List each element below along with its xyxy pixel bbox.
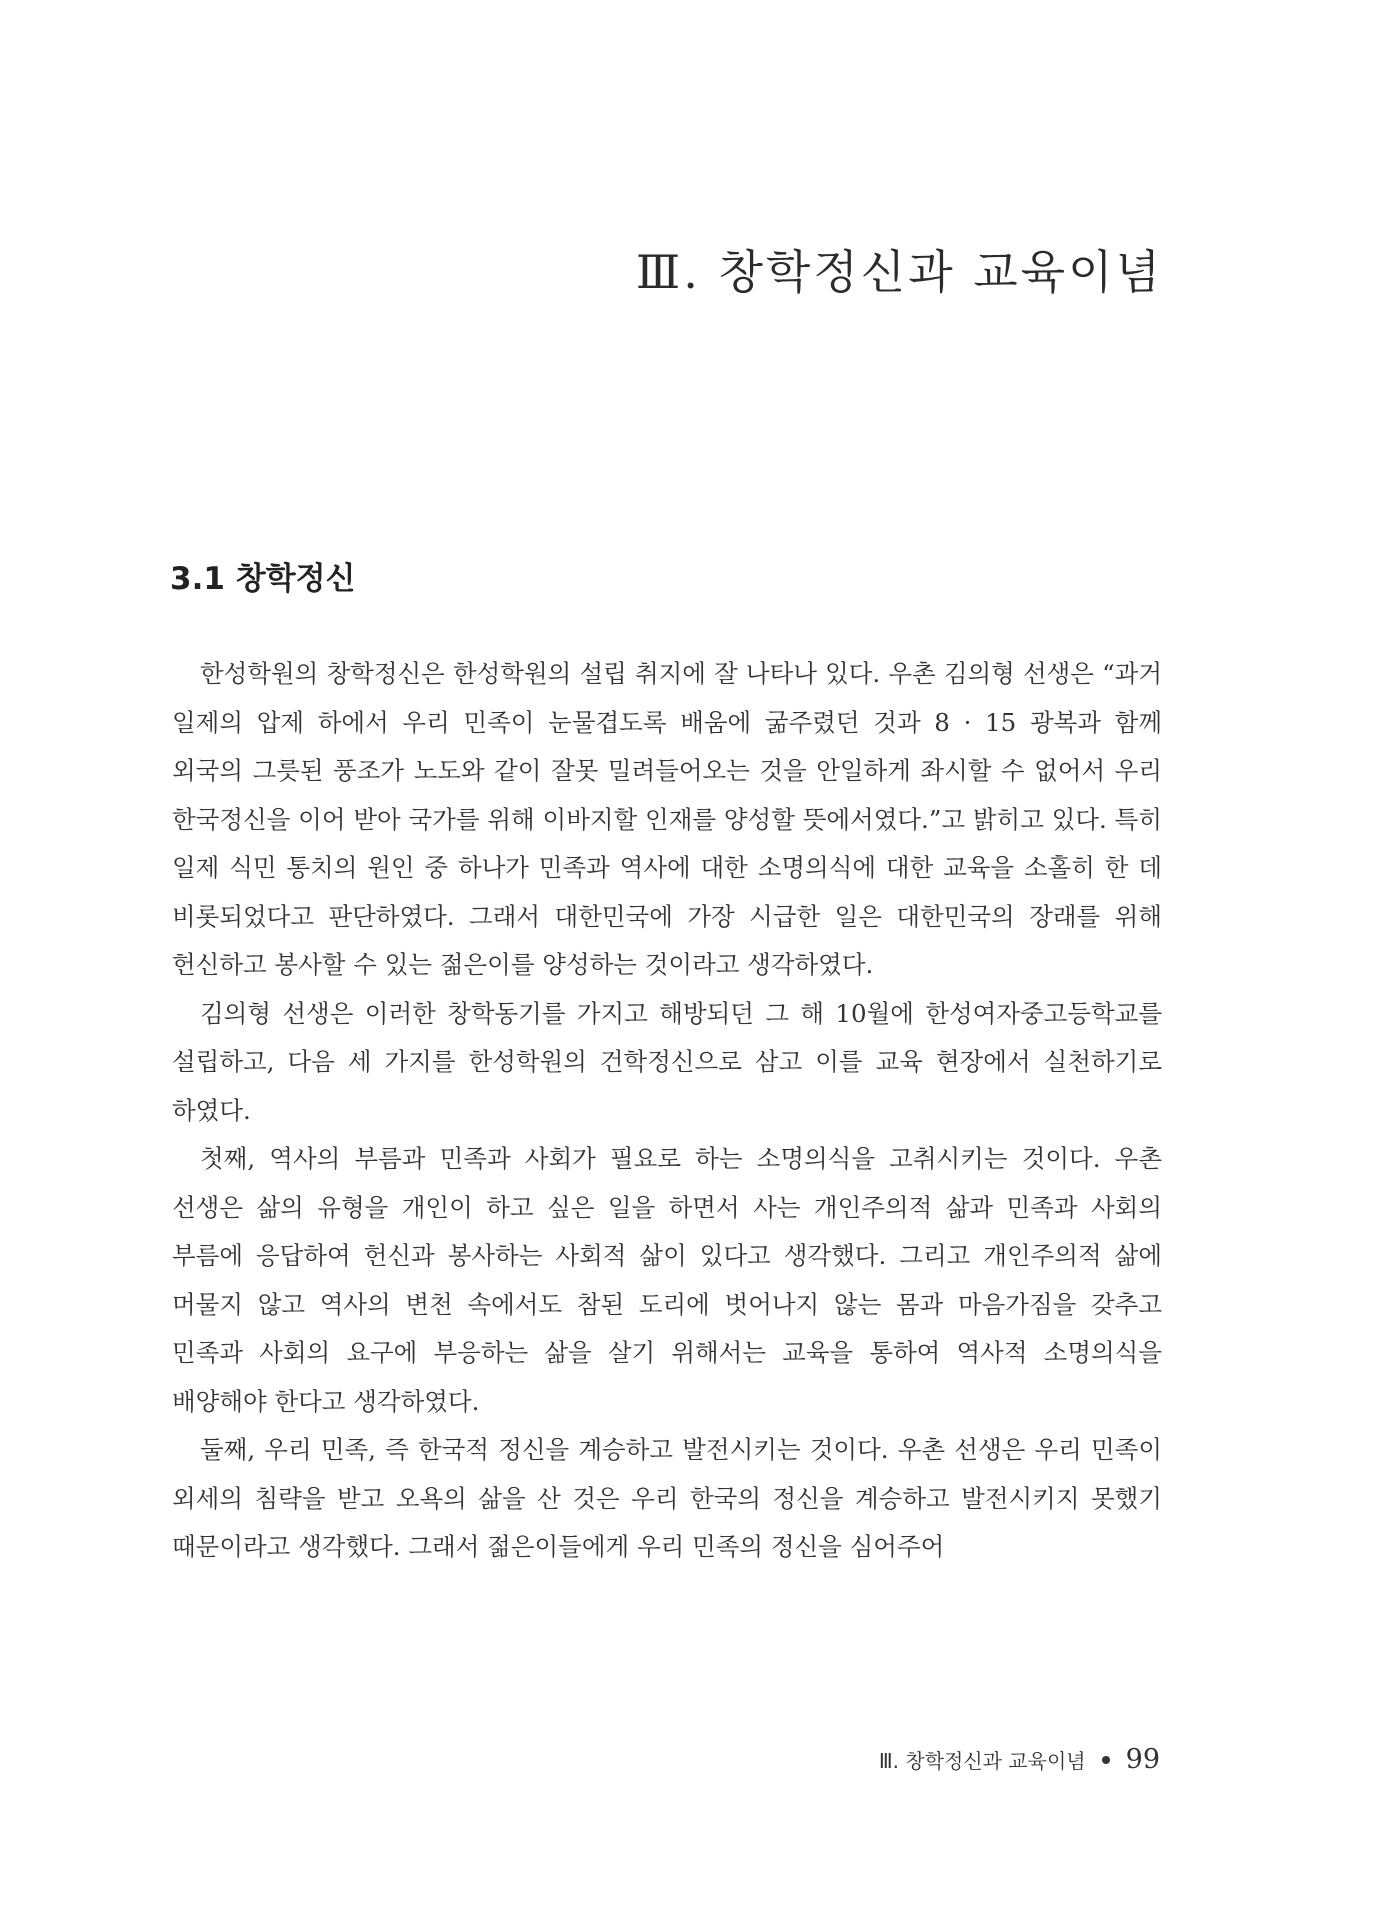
body-text [172,650,1162,1572]
section-heading: 3.1 창학정신 [170,561,356,597]
running-title: Ⅲ. 창학정신과 교육이념 [878,1749,1086,1773]
chapter-title: Ⅲ. 창학정신과 교육이념 [635,245,1163,299]
page-number: 99 [1125,1744,1160,1775]
bullet-icon [1102,1756,1110,1764]
paragraph: 둘째, 우리 민족, 즉 한국적 정신을 계승하고 발전시키는 것이다. 우촌 선생은 우리 민족이 외세의 침략을 받고 오욕의 삶을 산 것은 우리 한국의 정신을 계승하고 발전시키지 못했기 때문이라고 생각했다. 그래서 젊은이들에게 우리 민족의 정신을 심어주어 [172,1435,1162,1561]
paragraph: 첫째, 역사의 부름과 민족과 사회가 필요로 하는 소명의식을 고취시키는 것이다. 우촌 선생은 삶의 유형을 개인이 하고 싶은 일을 하면서 사는 개인주의적 삶과 민족과 사회의 부름에 응답하여 헌신과 봉사하는 사회적 삶이 있다고 생각했다. 그리고 개인주의적 삶에 머물지 않고 역사의 변천 속에서도 참된 도리에 벗어나지 않는 몸과 마음가짐을 갖추고 민족과 사회의 요구에 부응하는 삶을 살기 위해서는 교육을 통하여 역사적 소명의식을 배양해야 한다고 생각하였다. [172,1144,1162,1416]
page-footer [879,1744,1160,1775]
paragraph: 김의형 선생은 이러한 창학동기를 가지고 해방되던 그 해 10월에 한성여자중고등학교를 설립하고, 다음 세 가지를 한성학원의 건학정신으로 삼고 이를 교육 현장에서 실천하기로 하였다. [172,998,1162,1125]
paragraph: 한성학원의 창학정신은 한성학원의 설립 취지에 잘 나타나 있다. 우촌 김의형 선생은 “과거 일제의 압제 하에서 우리 민족이 눈물겹도록 배움에 굶주렸던 것과 8 · 15 광복과 함께 외국의 그릇된 풍조가 노도와 같이 잘못 밀려들어오는 것을 안일하게 좌시할 수 없어서 우리 한국정신을 이어 받아 국가를 위해 이바지할 인재를 양성할 뜻에서였다.”고 밝히고 있다. 특히 일제 식민 통치의 원인 중 하나가 민족과 역사에 대한 소명의식에 대한 교육을 소홀히 한 데 비롯되었다고 판단하였다. 그래서 대한민국에 가장 시급한 일은 대한민국의 장래를 위해 헌신하고 봉사할 수 있는 젊은이를 양성하는 것이라고 생각하였다. [172,659,1162,979]
